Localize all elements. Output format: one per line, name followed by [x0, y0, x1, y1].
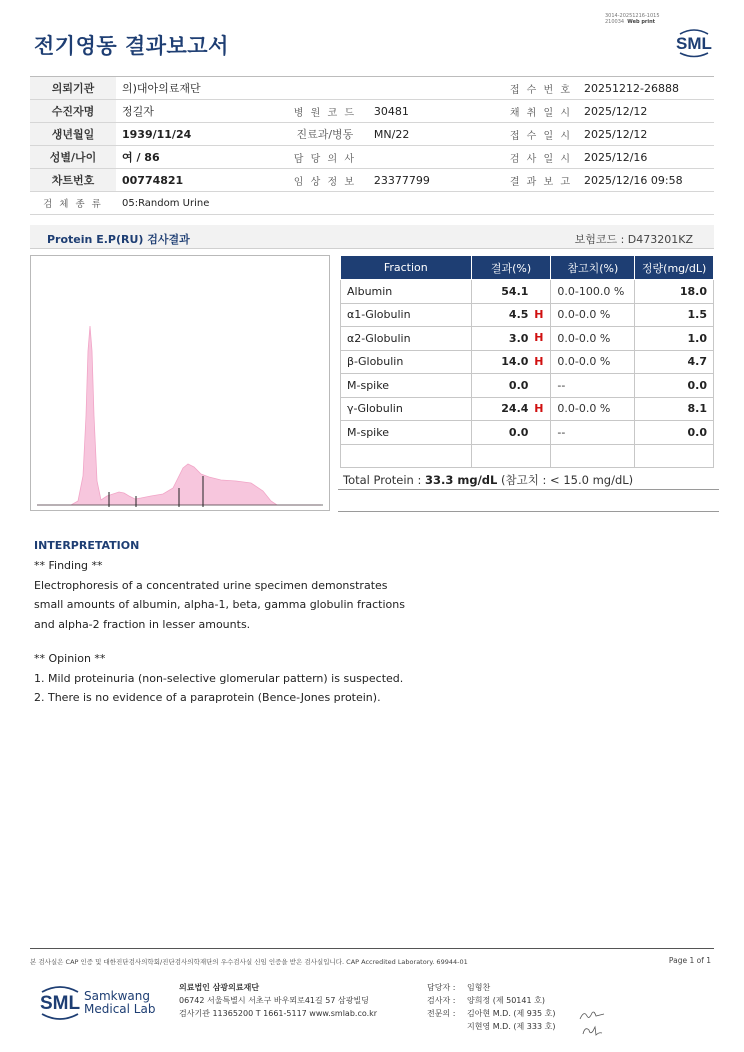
staff-info	[427, 981, 555, 1033]
sml-footer-logo-icon	[36, 980, 88, 1024]
fraction-quantity: 8.1	[635, 397, 714, 421]
info-label: 검 사 일 시	[504, 146, 578, 169]
fraction-result	[471, 374, 551, 398]
info-value: 23377799	[368, 169, 504, 192]
info-row	[30, 192, 714, 215]
result-flag: H	[534, 354, 544, 368]
staff-name: 지현영 M.D. (제 333 호)	[467, 1022, 556, 1031]
result-section-header	[30, 225, 714, 249]
fraction-result	[471, 327, 551, 351]
info-value: 20251212-26888	[578, 77, 714, 100]
table-row	[341, 303, 714, 327]
total-protein-value: 33.3 mg/dL	[425, 473, 498, 487]
opinion-line: 1. Mild proteinuria (non-selective glomerular pattern) is suspected.	[34, 671, 404, 685]
info-value: MN/22	[368, 123, 504, 146]
staff-role: 담당자 :	[427, 983, 456, 992]
finding-line: and alpha-2 fraction in lesser amounts.	[34, 617, 251, 631]
result-value: 14.0	[501, 355, 529, 369]
staff-row	[427, 981, 555, 994]
fraction-result	[471, 397, 551, 421]
info-label: 진료과/병동	[282, 123, 368, 146]
divider	[338, 489, 719, 490]
info-label: 접 수 번 호	[504, 77, 578, 100]
specimen-label: 검 체 종 류	[30, 192, 116, 215]
accreditation-note: 본 검사실은 CAP 인증 및 대한진단검사의학회/진단검사의학재단의 우수검사실 신임 인증을 받은 검사실입니다. CAP Accredited Laboratory. 69944-01	[30, 958, 468, 966]
page-title: 전기영동 결과보고서	[34, 34, 229, 58]
info-label: 접 수 일 시	[504, 123, 578, 146]
header-reference: 참고치(%)	[551, 256, 635, 280]
fraction-quantity: 1.0	[635, 327, 714, 351]
table-row-empty	[341, 444, 714, 468]
fraction-reference: 0.0-0.0 %	[551, 397, 635, 421]
insurance-code: 보험코드 : D473201KZ	[574, 233, 693, 246]
fraction-quantity: 4.7	[635, 350, 714, 374]
brand-name	[84, 990, 155, 1016]
info-label: 차트번호	[30, 169, 116, 192]
staff-name: 양희정 (제 50141 호)	[467, 996, 545, 1005]
result-value: 0.0	[508, 425, 529, 439]
results-table	[340, 255, 714, 468]
info-value: 여 / 86	[116, 146, 282, 169]
fraction-name: α2-Globulin	[341, 327, 472, 351]
fraction-reference: 0.0-0.0 %	[551, 303, 635, 327]
patient-info-table	[30, 76, 714, 215]
table-row	[341, 350, 714, 374]
staff-row	[427, 1007, 555, 1020]
result-flag: H	[534, 401, 544, 415]
header-fraction: Fraction	[341, 256, 472, 280]
info-label: 병 원 코 드	[282, 100, 368, 123]
footer-divider	[30, 948, 714, 949]
finding-block	[34, 556, 504, 634]
table-row	[341, 397, 714, 421]
org-address: 06742 서울특별시 서초구 바우뫼로41길 57 삼광빌딩	[179, 996, 369, 1005]
result-flag: H	[534, 331, 544, 344]
staff-row	[427, 994, 555, 1007]
total-protein	[343, 472, 633, 488]
opinion-label: ** Opinion **	[34, 652, 106, 665]
info-value: 00774821	[116, 169, 282, 192]
info-label: 담 당 의 사	[282, 146, 368, 169]
info-value: 1939/11/24	[116, 123, 282, 146]
print-code-line2: 210034	[605, 19, 625, 25]
info-value: 2025/12/16	[578, 146, 714, 169]
organization-info	[179, 981, 377, 1020]
page-number: Page 1 of 1	[668, 956, 711, 965]
staff-name: 김아현 M.D. (제 935 호)	[467, 1009, 556, 1018]
staff-role: 검사자 :	[427, 996, 456, 1005]
result-value: 3.0	[508, 331, 529, 345]
org-contact: 검사기관 11365200 T 1661-5117 www.smlab.co.kr	[179, 1009, 378, 1018]
info-row	[30, 169, 714, 192]
info-value: 2025/12/12	[578, 123, 714, 146]
fraction-reference: --	[551, 374, 635, 398]
finding-line: small amounts of albumin, alpha-1, beta, gamma globulin fractions	[34, 598, 405, 611]
sml-footer-logo-text: SML	[39, 993, 81, 1014]
info-label: 의뢰기관	[30, 77, 116, 100]
divider	[338, 511, 719, 512]
info-label: 수진자명	[30, 100, 116, 123]
info-row	[30, 77, 714, 100]
fraction-quantity: 0.0	[635, 374, 714, 398]
table-row	[341, 374, 714, 398]
total-protein-label: Total Protein :	[343, 473, 426, 487]
staff-role: 전문의 :	[427, 1009, 456, 1018]
info-value	[368, 146, 504, 169]
opinion-line: 2. There is no evidence of a paraprotein (Bence-Jones protein).	[34, 691, 381, 704]
result-value: 0.0	[508, 378, 529, 392]
print-code-line1: 3014-20251216-1015	[605, 13, 660, 19]
info-row	[30, 100, 714, 123]
section-title: Protein E.P(RU) 검사결과	[47, 233, 190, 246]
opinion-block	[34, 649, 504, 708]
fraction-quantity: 1.5	[635, 303, 714, 327]
info-label: 결 과 보 고	[504, 169, 578, 192]
fraction-name: β-Globulin	[341, 350, 472, 374]
web-print-label: Web print	[627, 19, 656, 25]
fraction-reference: 0.0-0.0 %	[551, 350, 635, 374]
fraction-name: M-spike	[341, 421, 472, 445]
table-row	[341, 280, 714, 304]
result-value: 54.1	[501, 284, 529, 298]
sml-logo-icon	[672, 26, 716, 60]
fraction-result	[471, 303, 551, 327]
fraction-result	[471, 421, 551, 445]
fraction-quantity: 0.0	[635, 421, 714, 445]
electrophoresis-graph	[30, 255, 330, 511]
fraction-name: M-spike	[341, 374, 472, 398]
brand-line1: Samkwang	[84, 989, 150, 1003]
specimen-value: 05:Random Urine	[116, 192, 282, 215]
org-name: 의료법인 삼광의료재단	[179, 983, 260, 992]
fraction-name: Albumin	[341, 280, 472, 304]
table-row	[341, 421, 714, 445]
info-label: 성별/나이	[30, 146, 116, 169]
signature-icon	[580, 1024, 610, 1038]
info-value: 정길자	[116, 100, 282, 123]
fraction-result	[471, 280, 551, 304]
fraction-reference: --	[551, 421, 635, 445]
header-quantity: 정량(mg/dL)	[635, 256, 714, 280]
staff-name: 임형찬	[467, 983, 491, 992]
fraction-name: γ-Globulin	[341, 397, 472, 421]
info-row	[30, 146, 714, 169]
header-result: 결과(%)	[471, 256, 551, 280]
sml-logo-text: SML	[676, 34, 712, 53]
print-code	[605, 13, 660, 25]
info-row	[30, 123, 714, 146]
interpretation-heading: INTERPRETATION	[34, 539, 140, 552]
densitometry-curve	[37, 326, 321, 505]
finding-line: Electrophoresis of a concentrated urine specimen demonstrates	[34, 578, 388, 592]
info-value: 30481	[368, 100, 504, 123]
result-flag: H	[534, 307, 544, 321]
info-label: 생년월일	[30, 123, 116, 146]
table-row	[341, 327, 714, 351]
fraction-name: α1-Globulin	[341, 303, 472, 327]
result-value: 24.4	[501, 402, 529, 416]
brand-line2: Medical Lab	[84, 1002, 156, 1016]
info-value: 의)대아의료재단	[116, 77, 282, 100]
info-value: 2025/12/16 09:58	[578, 169, 714, 192]
finding-label: ** Finding **	[34, 559, 103, 572]
fraction-quantity: 18.0	[635, 280, 714, 304]
fraction-reference: 0.0-100.0 %	[551, 280, 635, 304]
fraction-result	[471, 350, 551, 374]
info-label: 임 상 정 보	[282, 169, 368, 192]
info-label: 채 취 일 시	[504, 100, 578, 123]
fraction-reference: 0.0-0.0 %	[551, 327, 635, 351]
total-protein-ref: (참고치 : < 15.0 mg/dL)	[497, 473, 634, 487]
info-value: 2025/12/12	[578, 100, 714, 123]
signature-icon	[578, 1008, 608, 1022]
result-value: 4.5	[508, 308, 529, 322]
staff-row	[427, 1020, 555, 1033]
